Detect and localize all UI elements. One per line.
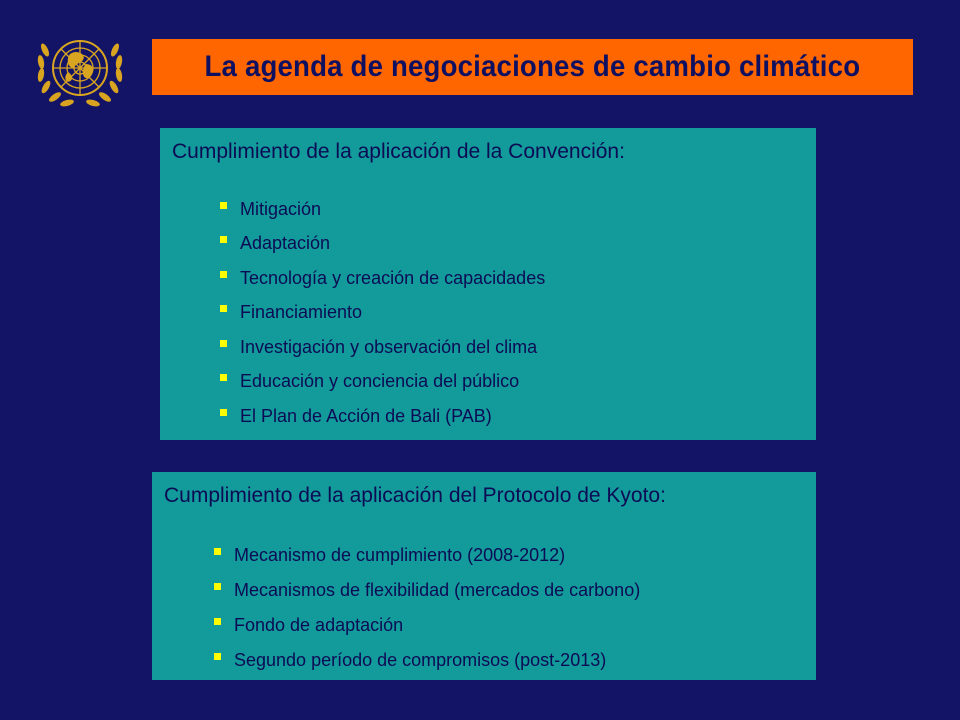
kyoto-list — [214, 538, 640, 678]
list-item-text: Investigación y observación del clima — [240, 336, 538, 357]
square-bullet-icon — [214, 548, 221, 555]
square-bullet-icon — [214, 583, 221, 590]
list-item — [214, 538, 640, 573]
square-bullet-icon — [220, 340, 227, 347]
convention-heading: Cumplimiento de la aplicación de la Convención: — [172, 140, 625, 163]
square-bullet-icon — [220, 271, 227, 278]
list-item — [220, 192, 545, 227]
list-item — [220, 330, 545, 365]
list-item-text: Tecnología y creación de capacidades — [240, 267, 546, 288]
square-bullet-icon — [220, 202, 227, 209]
list-item-text: Fondo de adaptación — [234, 615, 404, 635]
list-item — [220, 227, 545, 262]
list-item — [220, 261, 545, 296]
un-emblem-icon — [30, 28, 130, 112]
list-item — [214, 573, 640, 608]
convention-panel — [160, 128, 816, 440]
list-item-text: Mecanismo de cumplimiento (2008-2012) — [234, 545, 566, 565]
convention-list — [220, 192, 545, 434]
square-bullet-icon — [220, 374, 227, 381]
kyoto-heading: Cumplimiento de la aplicación del Protocolo de Kyoto: — [164, 484, 666, 507]
list-item-text: El Plan de Acción de Bali (PAB) — [240, 405, 492, 426]
square-bullet-icon — [214, 653, 221, 660]
list-item — [220, 296, 545, 331]
list-item-text: Segundo período de compromisos (post-2013) — [234, 650, 607, 670]
list-item-text: Educación y conciencia del público — [240, 371, 520, 392]
list-item — [220, 399, 545, 434]
list-item-text: Adaptación — [240, 233, 331, 254]
square-bullet-icon — [220, 236, 227, 243]
kyoto-panel — [152, 472, 816, 680]
square-bullet-icon — [220, 305, 227, 312]
list-item — [220, 365, 545, 400]
list-item-text: Mecanismos de flexibilidad (mercados de carbono) — [234, 580, 641, 600]
list-item — [214, 608, 640, 643]
list-item-text: Financiamiento — [240, 302, 363, 323]
square-bullet-icon — [214, 618, 221, 625]
title-bar — [152, 39, 913, 95]
list-item-text: Mitigación — [240, 198, 322, 219]
list-item — [214, 643, 640, 678]
page-title: La agenda de negociaciones de cambio climático — [204, 50, 861, 83]
square-bullet-icon — [220, 409, 227, 416]
